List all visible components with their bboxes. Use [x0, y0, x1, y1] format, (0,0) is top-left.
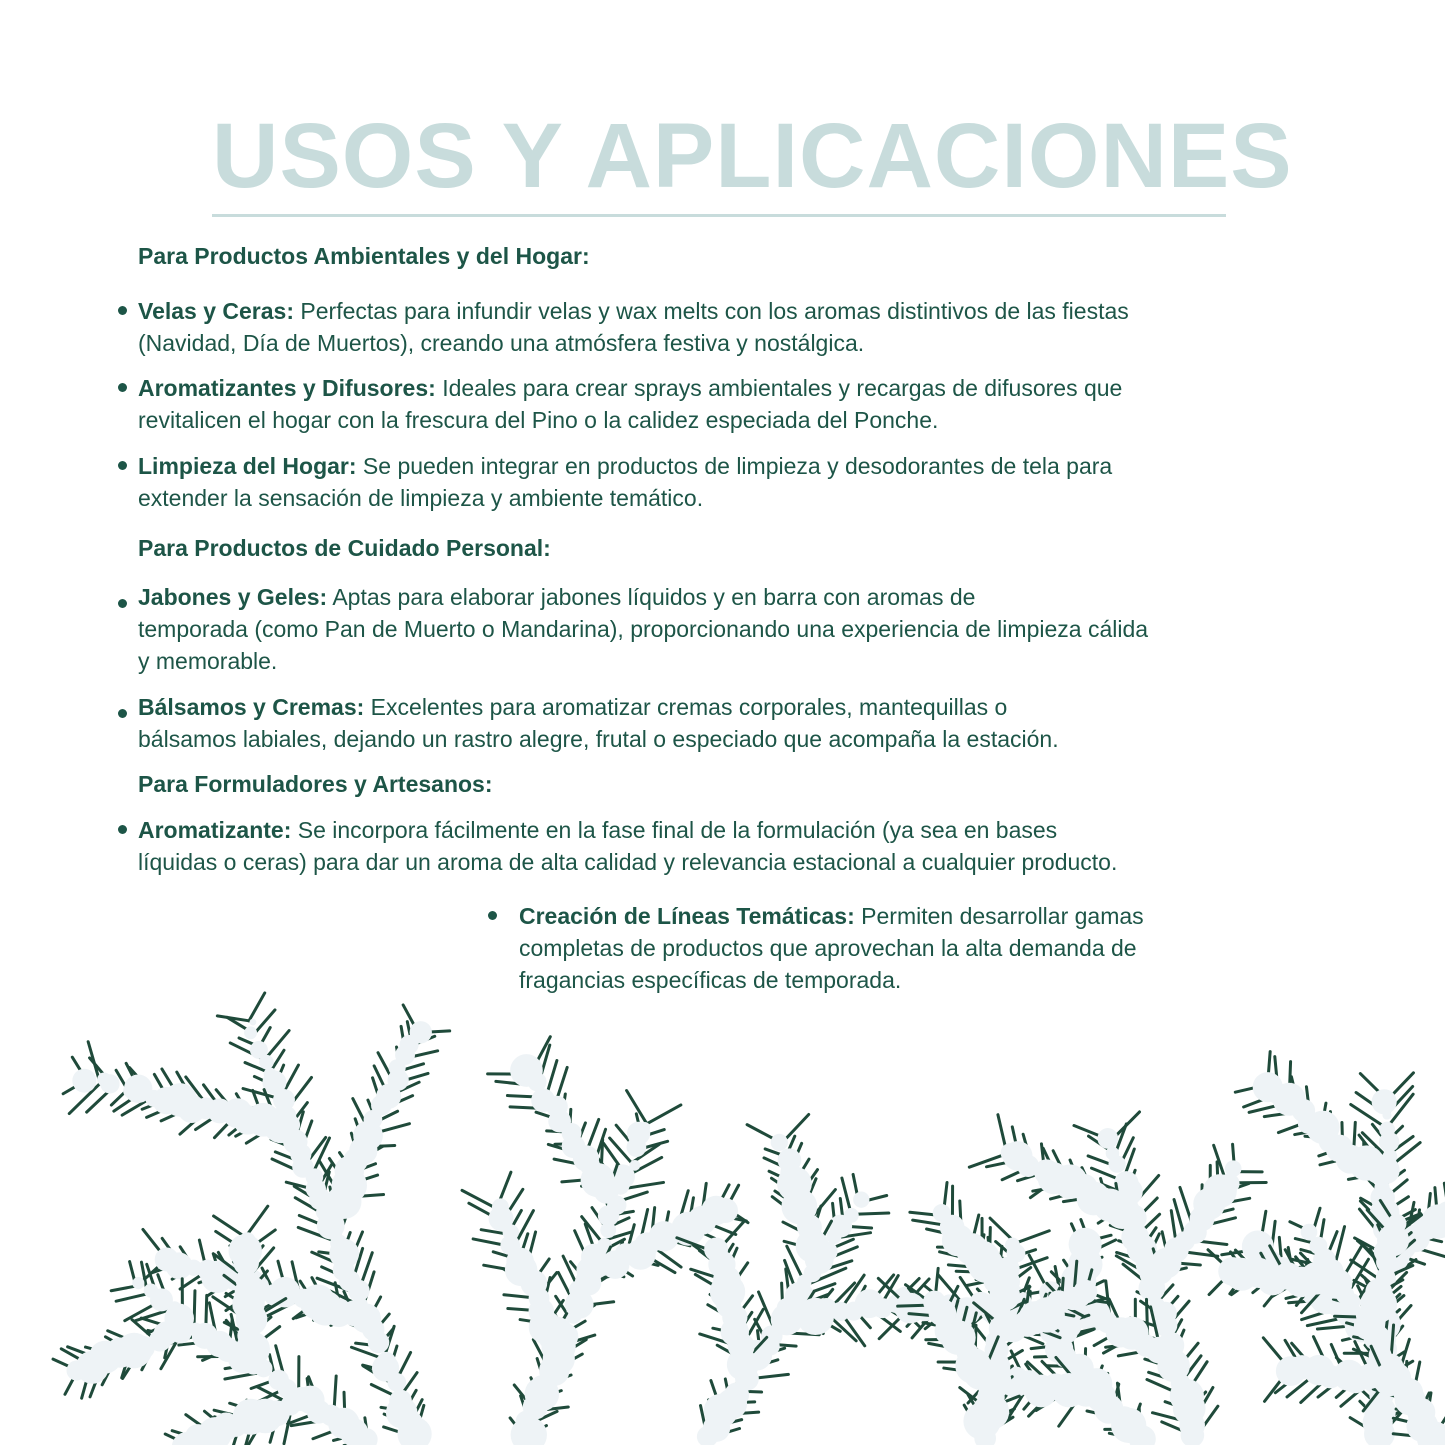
item-term: Velas y Ceras: — [138, 298, 295, 324]
item-text: temporada (como Pan de Muerto o Mandarina), proporcionando una experiencia de limpieza cálida — [138, 616, 1149, 642]
item-text: Aptas para elaborar jabones líquidos y en barra con aromas de — [327, 584, 976, 610]
item-term: Creación de Líneas Temáticas: — [519, 903, 855, 929]
item-text: Permiten desarrollar gamas — [854, 903, 1144, 929]
bullet-icon — [118, 709, 127, 718]
item-text: fragancias específicas de temporada. — [519, 967, 902, 993]
item-text: extender la sensación de limpieza y ambiente temático. — [138, 485, 704, 511]
item-term: Aromatizantes y Difusores: — [138, 375, 436, 401]
item-text: (Navidad, Día de Muertos), creando una atmósfera festiva y nostálgica. — [138, 330, 865, 356]
list-item-velas — [138, 295, 1338, 359]
item-term: Aromatizante: — [138, 817, 292, 843]
item-text: Perfectas para infundir velas y wax melts con los aromas distintivos de las fiestas — [294, 298, 1129, 324]
item-text: Se pueden integrar en productos de limpieza y desodorantes de tela para — [356, 453, 1113, 479]
page-title: USOS Y APLICACIONES — [212, 105, 1293, 207]
bullet-icon — [118, 461, 127, 470]
list-item-aromatizante — [138, 814, 1338, 878]
item-term: Limpieza del Hogar: — [138, 453, 357, 479]
section-heading-formuladores: Para Formuladores y Artesanos: — [138, 771, 493, 797]
item-text: Ideales para crear sprays ambientales y recargas de difusores que — [435, 375, 1123, 401]
section-heading-hogar: Para Productos Ambientales y del Hogar: — [138, 243, 590, 269]
item-text: líquidas o ceras) para dar un aroma de alta calidad y relevancia estacional a cualquier producto. — [138, 849, 1118, 875]
title-underline — [212, 214, 1226, 217]
item-text: y memorable. — [138, 648, 278, 674]
item-term: Jabones y Geles: — [138, 584, 328, 610]
list-item-limpieza — [138, 450, 1338, 514]
item-text: bálsamos labiales, dejando un rastro alegre, frutal o especiado que acompaña la estación. — [138, 726, 1059, 752]
bullet-icon — [118, 306, 127, 315]
item-term: Bálsamos y Cremas: — [138, 694, 365, 720]
pine-branches-graphic — [0, 890, 1445, 1445]
item-text: completas de productos que aprovechan la alta demanda de — [519, 935, 1137, 961]
bullet-icon — [118, 825, 127, 834]
bullet-icon — [118, 383, 127, 392]
item-text: Excelentes para aromatizar cremas corporales, mantequillas o — [364, 694, 1008, 720]
section-heading-cuidado-personal: Para Productos de Cuidado Personal: — [138, 535, 551, 561]
list-item-balsamos — [138, 691, 1338, 755]
item-text: revitalicen el hogar con la frescura del Pino o la calidez especiada del Ponche. — [138, 407, 939, 433]
snowy-pine-illustration — [0, 890, 1445, 1445]
list-item-aromatizantes — [138, 372, 1338, 436]
item-text: Se incorpora fácilmente en la fase final de la formulación (ya sea en bases — [291, 817, 1058, 843]
bullet-icon — [118, 599, 127, 608]
list-item-jabones — [138, 581, 1338, 677]
